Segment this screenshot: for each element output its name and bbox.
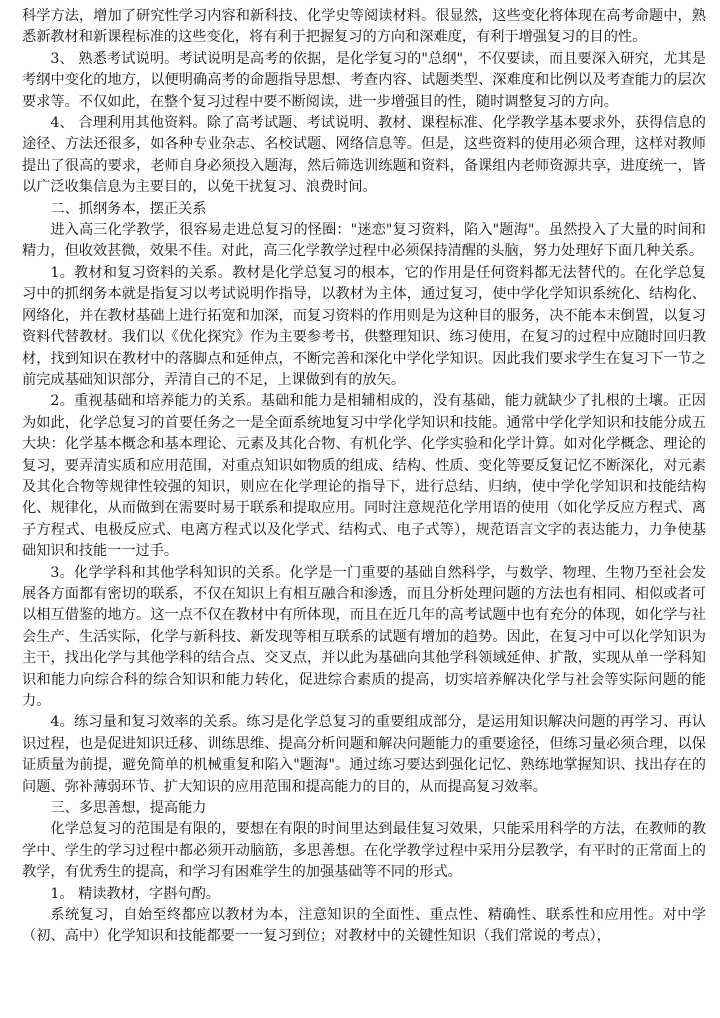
paragraph-interdisciplinary: 3。化学学科和其他学科知识的关系。化学是一门重要的基础自然科学，与数学、物理、生物乃至社会发展各方面都有密切的联系，不仅在知识上有相互融合和渗透，而且分析处理问题的方法也有相同、相似或者可以相互借鉴的地方。这一点不仅在教材中有所体现，而且在近几年的高考试题中也有充分的体现，如化学与社会生产、生活实际，化学与新科技、新发现等相互联系的试题有增加的趋势。因此，在复习中可以化学知识为主干，找出化学与其他学科的结合点、交叉点，并以此为基础向其他学科领域延伸、扩散，实现从单一学科知识和能力向综合科的综合知识和能力转化，促进综合素质的提高，切实培养解决化学与社会等实际问题的能力。 xyxy=(22,564,706,709)
paragraph-foundation-ability: 2。重视基础和培养能力的关系。基础和能力是相辅相成的，没有基础，能力就缺少了扎根的土壤。正因为如此，化学总复习的首要任务之一是全面系统地复习中学化学知识和技能。通常中学化学知识和技能分成五大块：化学基本概念和基本理论、元素及其化合物、有机化学、化学实验和化学计算。如对化学概念、理论的复习，要弄清实质和应用范围，对重点知识如物质的组成、结构、性质、变化等要反复记忆不断深化，对元素及其化合物等规律性较强的知识，则应在化学理论的指导下，进行总结、归纳，使中学化学知识和技能结构化、规律化，从而做到在需要时易于联系和提取应用。同时注意规范化学用语的使用（如化学反应方程式、离子方程式、电极反应式、电离方程式以及化学式、结构式、电子式等），规范语言文字的表达能力，力争使基础知识和技能一一过手。 xyxy=(22,393,706,560)
paragraph-practice-efficiency: 4。练习量和复习效率的关系。练习是化学总复习的重要组成部分，是运用知识解决问题的再学习、再认识过程，也是促进知识迁移、训练思维、提高分析问题和解决问题能力的重要途径，但练习量必须合理，以保证质量为前提，避免简单的机械重复和陷入"题海"。通过练习要达到强化记忆、熟练地掌握知识、找出存在的问题、弥补薄弱环节、扩大知识的应用范围和提高能力的目的，从而提高复习效率。 xyxy=(22,714,706,795)
paragraph-intro-continuation: 科学方法，增加了研究性学习内容和新科技、化学史等阅读材料。很显然，这些变化将体现在高考命题中，熟悉新教材和新课程标准的这些变化，将有利于把握复习的方向和深难度，有利于增强复习的目的性。 xyxy=(22,8,706,46)
section-heading-3: 三、多思善想，提高能力 xyxy=(50,800,207,817)
paragraph-other-materials: 4、 合理利用其他资料。除了高考试题、考试说明、教材、课程标准、化学教学基本要求外，获得信息的途径、方法还很多，如各种专业杂志、名校试题、网络信息等。但是，这些资料的使用必须合理，这样对教师提出了很高的要求，老师自身必须投入题海，然后筛选训练题和资料，备课组内老师资源共享，进度统一，皆以广泛收集信息为主要目的，以免干扰复习、浪费时间。 xyxy=(22,115,706,196)
paragraph-read-textbook: 1。 精读教材，字斟句酌。 xyxy=(50,885,220,902)
paragraph-textbook-relation: 1。教材和复习资料的关系。教材是化学总复习的根本，它的作用是任何资料都无法替代的。在化学总复习中的抓纲务本就是指复习以考试说明作指导，以教材为主体，通过复习，使中学化学知识系统化、结构化、网络化，并在教材基础上进行拓宽和加深，而复习资料的作用则是为这种目的服务，决不能本末倒置，以复习资料代替教材。我们以《优化探究》作为主要参考书，供整理知识、练习使用，在复习的过程中应随时回归教材，找到知识在教材中的落脚点和延伸点，不断完善和深化中学化学知识。因此我们要求学生在复习下一节之前完成基础知识部分，弄清自己的不足，上课做到有的放矢。 xyxy=(22,264,706,388)
paragraph-systematic-review: 系统复习，自始至终都应以教材为本，注意知识的全面性、重点性、精确性、联系性和应用性。对中学（初、高中）化学知识和技能都要一一复习到位；对教材中的关键性知识（我们常说的考点）， xyxy=(22,907,706,945)
paragraph-exam-guide: 3、 熟悉考试说明。考试说明是高考的依据，是化学复习的"总纲"，不仅要读，而且要深入研究，尤其是考纲中变化的地方，以便明确高考的命题指导思想、考查内容、试题类型、深难度和比例以及考查能力的层次要求等。不仅如此，在整个复习过程中要不断阅读，进一步增强目的性，随时调整复习的方向。 xyxy=(22,50,706,110)
paragraph-section-2-intro: 进入高三化学教学，很容易走进总复习的怪圈："迷恋"复习资料，陷入"题海"。虽然投入了大量的时间和精力，但收效甚微，效果不佳。对此，高三化学教学过程中必须保持清醒的头脑，努力处理好下面几种关系。 xyxy=(22,222,706,260)
document-page xyxy=(22,6,706,948)
paragraph-section-3-intro: 化学总复习的范围是有限的，要想在有限的时间里达到最佳复习效果，只能采用科学的方法，在教师的教学中、学生的学习过程中都必须开动脑筋，多思善想。在化学教学过程中采用分层教学，有平时的正常面上的教学，有优秀生的提高，和学习有困难学生的加强基础等不同的形式。 xyxy=(22,821,706,881)
section-heading-2: 二、抓纲务本，摆正关系 xyxy=(50,200,207,217)
